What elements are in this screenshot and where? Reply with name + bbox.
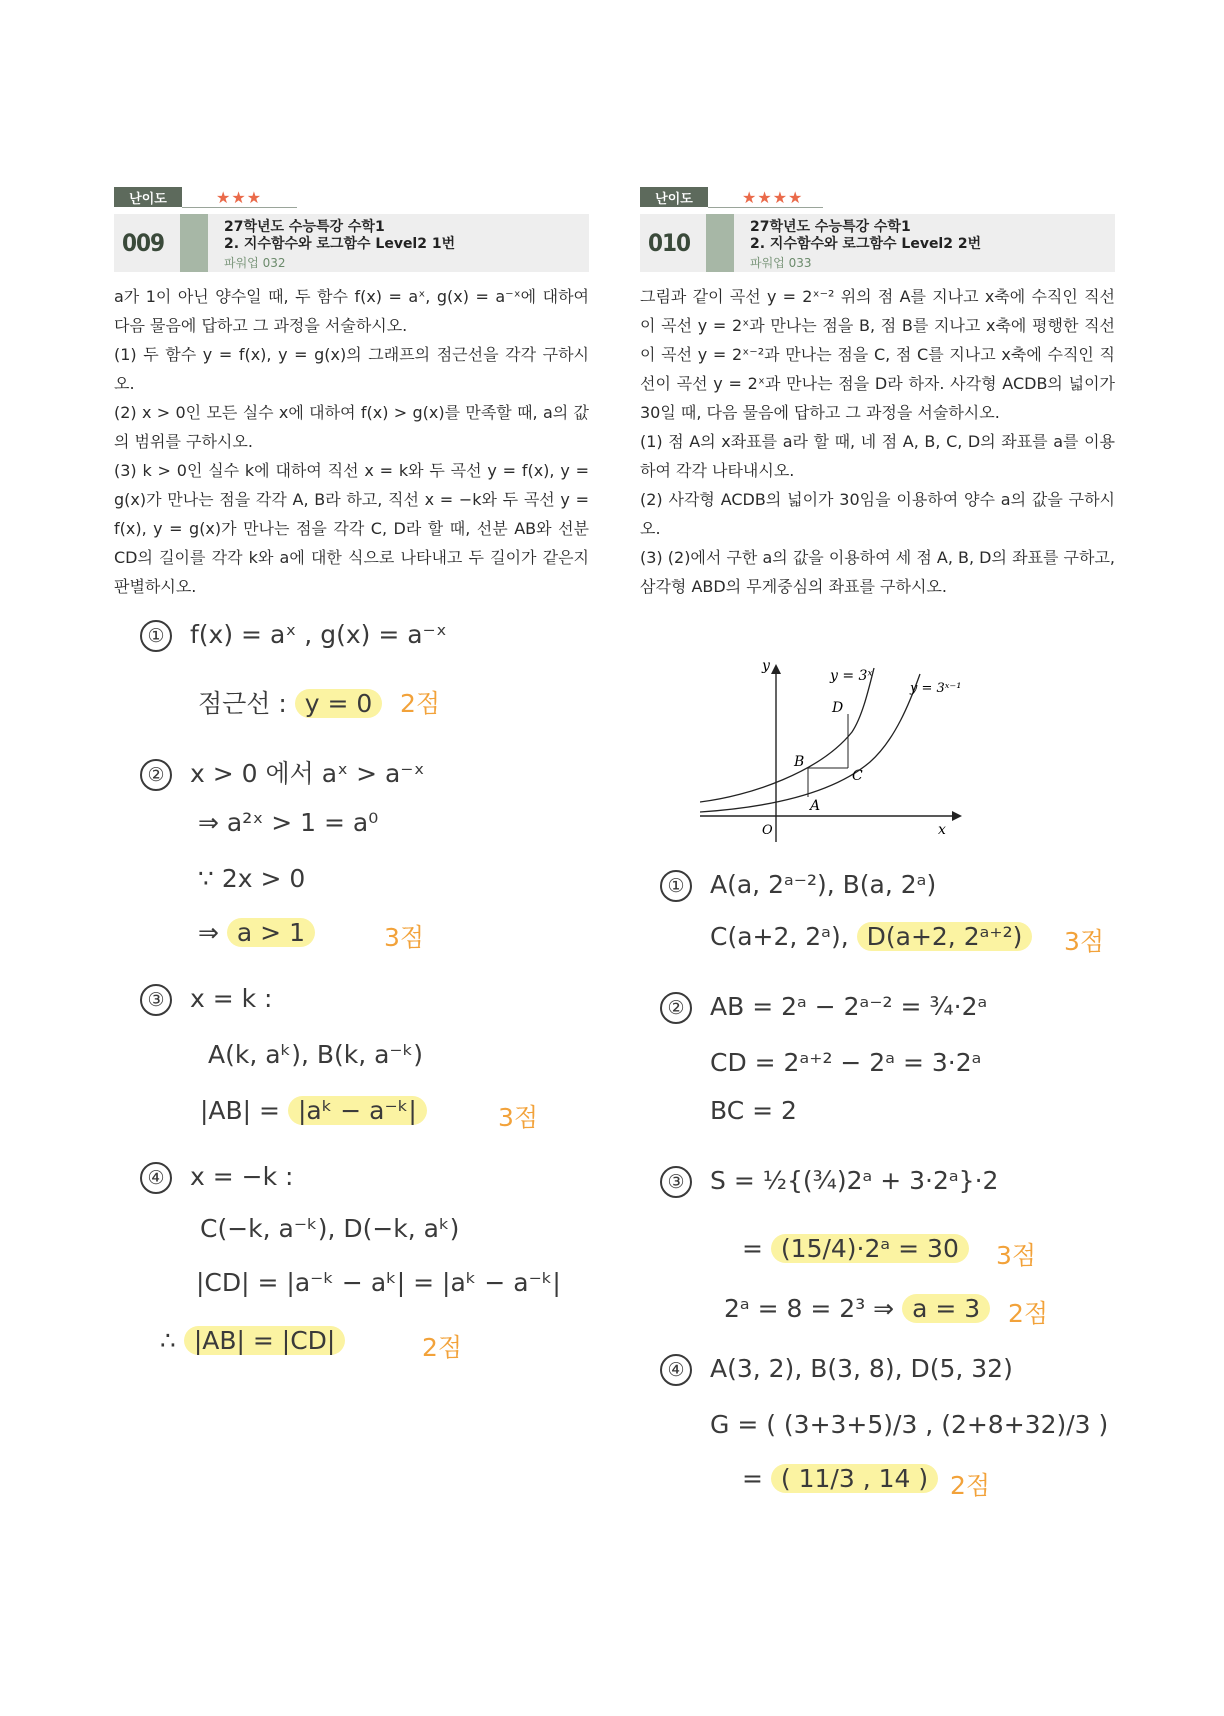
solution-line: AB = 2ᵃ − 2ᵃ⁻² = ¾·2ᵃ <box>710 992 988 1021</box>
problem-q2: (2) 사각형 ACDB의 넓이가 30임을 이용하여 양수 a의 값을 구하시오. <box>640 490 1115 538</box>
problem-header <box>114 214 589 272</box>
points-label: 3점 <box>384 923 425 952</box>
solution-step-2 <box>660 992 987 1024</box>
solution-line <box>724 1294 990 1323</box>
header-title <box>224 219 455 253</box>
solution-line: x = −k : <box>190 1162 294 1191</box>
problem-header <box>640 214 1115 272</box>
step-number: ② <box>660 992 692 1024</box>
solution-line <box>198 918 315 947</box>
points-label: 3점 <box>996 1241 1037 1270</box>
step-number: ③ <box>660 1166 692 1198</box>
header-title-line2: 2. 지수함수와 로그함수 Level2 1번 <box>224 236 456 252</box>
step-number: ④ <box>140 1162 172 1194</box>
step-number: ③ <box>140 984 172 1016</box>
solution-line: CD = 2ᵃ⁺² − 2ᵃ = 3·2ᵃ <box>710 1048 982 1077</box>
problem-q1: (1) 두 함수 y = f(x), y = g(x)의 그래프의 점근선을 각각 구하시오. <box>114 345 589 393</box>
difficulty-label: 난이도 <box>114 187 182 207</box>
therefore-symbol: ∴ <box>160 1326 176 1355</box>
solution-step-4 <box>660 1354 1013 1386</box>
y-axis-label: y <box>762 662 770 674</box>
equation-text: 2ᵃ = 8 = 2³ ⇒ <box>724 1294 895 1323</box>
problem-intro: a가 1이 아닌 양수일 때, 두 함수 f(x) = aˣ, g(x) = a⁻ˣ에 대하여 다음 물음에 답하고 그 과정을 서술하시오. <box>114 287 589 335</box>
highlighted-answer: |AB| = |CD| <box>184 1326 346 1355</box>
solution-line: f(x) = aˣ , g(x) = a⁻ˣ <box>190 620 447 649</box>
exponential-graph <box>700 662 970 848</box>
points-label: 2점 <box>400 689 441 718</box>
highlighted-answer: a > 1 <box>227 918 315 947</box>
highlighted-answer: a = 3 <box>902 1294 990 1323</box>
curve-shifted <box>700 674 920 812</box>
header-title <box>750 219 981 253</box>
points-label: 3점 <box>498 1103 539 1132</box>
step-number: ① <box>660 870 692 902</box>
step-number: ② <box>140 759 172 791</box>
solution-line: x > 0 에서 aˣ > a⁻ˣ <box>190 759 425 788</box>
problem-number: 010 <box>647 229 691 257</box>
solution-line: BC = 2 <box>710 1096 797 1125</box>
problem-q3: (3) (2)에서 구한 a의 값을 이용하여 세 점 A, B, D의 좌표를 구하고, 삼각형 ABD의 무게중심의 좌표를 구하시오. <box>640 548 1115 596</box>
solution-line <box>160 1326 345 1355</box>
origin-label: O <box>762 823 773 838</box>
implies-symbol: ⇒ <box>198 918 219 947</box>
x-axis-label: x <box>938 822 946 838</box>
problem-text <box>640 282 1115 601</box>
solution-line: ⇒ a²ˣ > 1 = a⁰ <box>198 808 379 837</box>
solution-line: |CD| = |a⁻ᵏ − aᵏ| = |aᵏ − a⁻ᵏ| <box>196 1268 561 1297</box>
header-title-line1: 27학년도 수능특강 수학1 <box>750 219 911 235</box>
problem-q2: (2) x > 0인 모든 실수 x에 대하여 f(x) > g(x)를 만족할 때, a의 값의 범위를 구하시오. <box>114 403 589 451</box>
header-sub: 파워업 032 <box>224 256 286 270</box>
divider <box>708 207 823 208</box>
problem-intro: 그림과 같이 곡선 y = 2ˣ⁻² 위의 점 A를 지나고 x축에 수직인 직선이 곡선 y = 2ˣ과 만나는 점을 B, 점 B를 지나고 x축에 평행한 직선이 곡선 y = 2ˣ⁻²과 만나는 점을 C, 점 C를 지나고 x축에 수직인 직선이 곡선 y = 2ˣ과 만나는 점을 D라 하자. 사각형 ACDB의 넓이가 30일 때, 다음 물음에 답하고 그 과정을 서술하시오. <box>640 287 1115 422</box>
points-label: 3점 <box>1064 927 1105 956</box>
points-label: 2점 <box>422 1333 463 1362</box>
point-c-label: C <box>852 768 863 784</box>
asymptote-label: 점근선 : <box>198 689 287 718</box>
problem-q3: (3) k > 0인 실수 k에 대하여 직선 x = k와 두 곡선 y = f(x), y = g(x)가 만나는 점을 각각 A, B라 하고, 직선 x = −k와 두 곡선 y = f(x), y = g(x)가 만나는 점을 각각 C, D라 할 때, 선분 AB와 선분 CD의 길이를 각각 k와 a에 대한 식으로 나타내고 두 길이가 같은지 판별하시오. <box>114 461 589 596</box>
header-bar <box>180 214 208 272</box>
solution-line: ∵ 2x > 0 <box>198 864 306 893</box>
solution-line: S = ½{(¾)2ᵃ + 3·2ᵃ}·2 <box>710 1166 999 1195</box>
solution-step-2 <box>140 754 425 791</box>
highlighted-answer: D(a+2, 2ᵃ⁺²) <box>857 922 1033 951</box>
solution-step-3 <box>140 984 272 1016</box>
x-axis-arrow <box>952 811 962 821</box>
difficulty-row <box>640 186 1115 208</box>
highlighted-answer: (15/4)·2ᵃ = 30 <box>771 1234 969 1263</box>
point-b-label: B <box>794 754 805 770</box>
highlighted-answer: |aᵏ − a⁻ᵏ| <box>288 1096 427 1125</box>
highlighted-answer: ( 11/3 , 14 ) <box>771 1464 938 1493</box>
problem-q1: (1) 점 A의 x좌표를 a라 할 때, 네 점 A, B, C, D의 좌표를 a를 이용하여 각각 나타내시오. <box>640 432 1115 480</box>
problem-010 <box>640 186 1115 601</box>
solution-line <box>198 684 382 720</box>
solution-line: x = k : <box>190 984 273 1013</box>
points-label: 2점 <box>950 1471 991 1500</box>
curve-label-1: y = 3ˣ <box>830 668 873 684</box>
problem-009 <box>114 186 589 601</box>
solution-line <box>710 922 1032 951</box>
point-a-label: A <box>810 798 821 814</box>
header-bar <box>706 214 734 272</box>
problem-text <box>114 282 589 601</box>
solution-line: A(3, 2), B(3, 8), D(5, 32) <box>710 1354 1013 1383</box>
solution-line: G = ( (3+3+5)/3 , (2+8+32)/3 ) <box>710 1410 1109 1439</box>
solution-line <box>742 1464 938 1493</box>
solution-line: C(−k, a⁻ᵏ), D(−k, aᵏ) <box>200 1214 460 1243</box>
header-sub: 파워업 033 <box>750 256 812 270</box>
equals-sign: = <box>742 1234 763 1263</box>
equation-label: |AB| = <box>200 1096 280 1125</box>
points-label: 2점 <box>1008 1299 1049 1328</box>
solution-line: A(a, 2ᵃ⁻²), B(a, 2ᵃ) <box>710 870 937 899</box>
solution-step-4 <box>140 1162 293 1194</box>
solution-step-1 <box>140 620 447 652</box>
point-d-label: D <box>832 700 844 716</box>
solution-line <box>742 1234 969 1263</box>
problem-number: 009 <box>121 229 165 257</box>
step-number: ① <box>140 620 172 652</box>
solution-line <box>200 1096 427 1125</box>
solution-step-1 <box>660 870 936 902</box>
difficulty-row <box>114 186 589 208</box>
equals-sign: = <box>742 1464 763 1493</box>
y-axis-arrow <box>771 664 781 674</box>
step-number: ④ <box>660 1354 692 1386</box>
solution-line: A(k, aᵏ), B(k, a⁻ᵏ) <box>208 1040 424 1069</box>
difficulty-stars: ★★★ <box>216 187 263 207</box>
highlighted-answer: y = 0 <box>295 689 383 718</box>
header-title-line2: 2. 지수함수와 로그함수 Level2 2번 <box>750 236 982 252</box>
header-title-line1: 27학년도 수능특강 수학1 <box>224 219 385 235</box>
solution-step-3 <box>660 1166 998 1198</box>
difficulty-stars: ★★★★ <box>742 187 804 207</box>
difficulty-label: 난이도 <box>640 187 708 207</box>
curve-label-2: y = 3ˣ⁻¹ <box>910 681 962 696</box>
point-c: C(a+2, 2ᵃ), <box>710 922 849 951</box>
divider <box>182 207 297 208</box>
